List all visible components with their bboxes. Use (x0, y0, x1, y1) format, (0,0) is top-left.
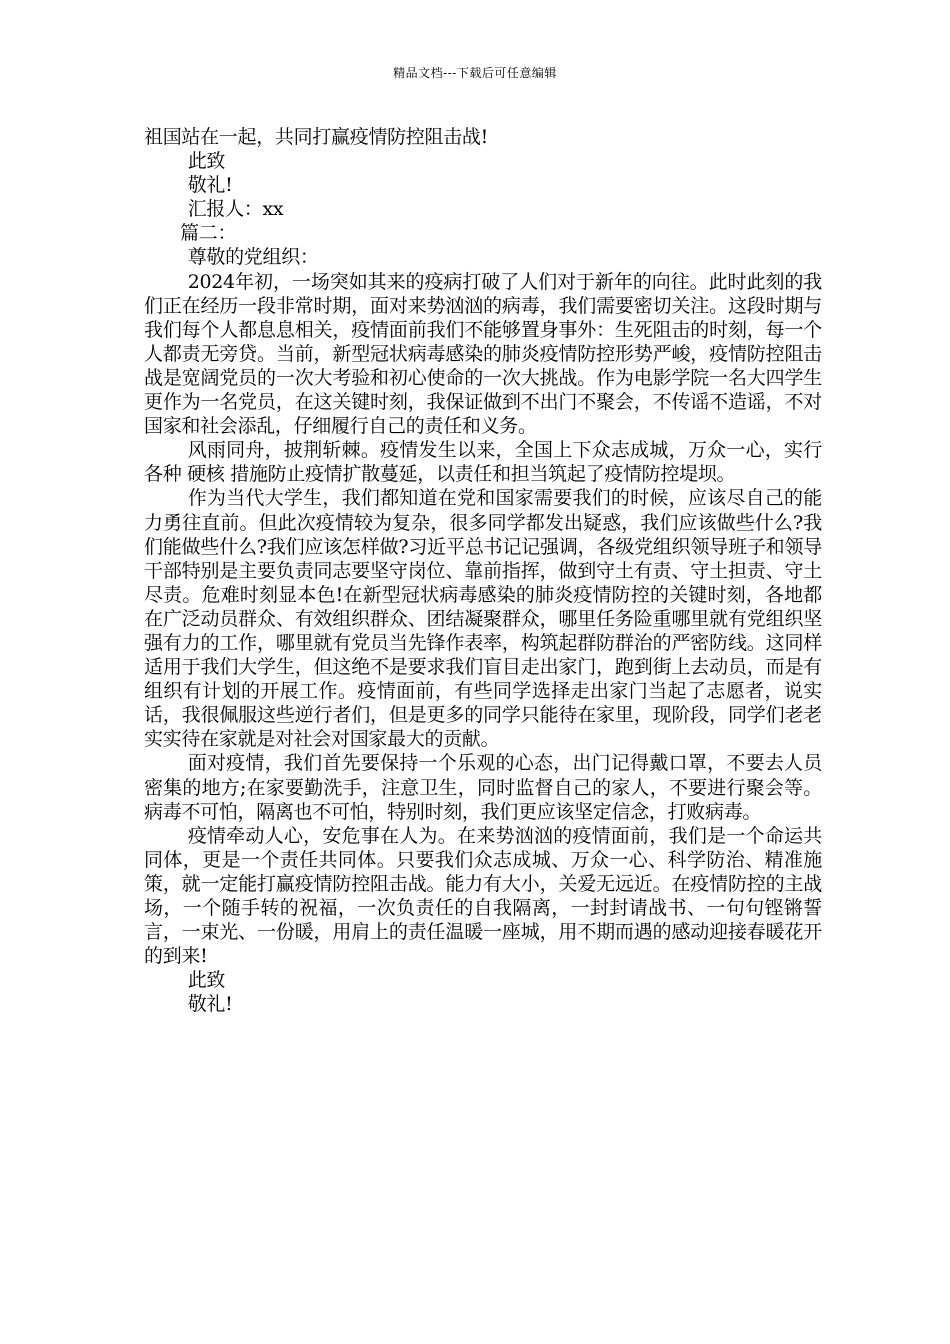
body-paragraph: 作为当代大学生，我们都知道在党和国家需要我们的时候，应该尽自己的能力勇往直前。但此次疫情较为复杂，很多同学都发出疑惑，我们应该做些什么?我们能做些什么?我们应该怎样做?习近平总书记记强调，各级党组织领导班子和领导干部特别是主要负责同志要坚守岗位、靠前指挥，做到守土有责、守土担责、守土尽责。危难时刻显本色!在新型冠状病毒感染的肺炎疫情防控的关键时刻，各地都在广泛动员群众、有效组织群众、团结凝聚群众，哪里任务险重哪里就有党组织坚强有力的工作，哪里就有党员当先锋作表率，构筑起群防群治的严密防线。这同样适用于我们大学生，但这绝不是要求我们盲目走出家门，跑到街上去动员，而是有组织有计划的开展工作。疫情面前，有些同学选择走出家门当起了志愿者，说实话，我很佩服这些逆行者们，但是更多的同学只能待在家里，现阶段，同学们老老实实待在家就是对社会对国家最大的贡献。 (144, 487, 822, 751)
body-paragraph: 2024年初，一场突如其来的疫病打破了人们对于新年的向往。此时此刻的我们正在经历一段非常时期，面对来势汹汹的病毒，我们需要密切关注。这段时期与我们每个人都息息相关，疫情面前我们不能够置身事外：生死阻击的时刻，每一个人都责无旁贷。当前，新型冠状病毒感染的肺炎疫情防控形势严峻，疫情防控阻击战是宽阔党员的一次大考验和初心使命的一次大挑战。作为电影学院一名大四学生更作为一名党员，在这关键时刻，我保证做到不出门不聚会，不传谣不造谣，不对国家和社会添乱，仔细履行自己的责任和义务。 (144, 270, 822, 438)
salutation-line: 此致 (187, 150, 226, 173)
closing-line: 此致 (187, 969, 226, 992)
greeting-line: 尊敬的党组织： (187, 246, 319, 269)
page-header: 精品文档---下载后可任意编辑 (393, 66, 557, 80)
continued-line: 祖国站在一起，共同打赢疫情防控阻击战! (144, 126, 488, 148)
document-body (144, 125, 822, 1016)
reporter-line: 汇报人：xx (187, 198, 284, 221)
body-paragraph: 面对疫情，我们首先要保持一个乐观的心态，出门记得戴口罩，不要去人员密集的地方;在家要勤洗手，注意卫生，同时监督自己的家人，不要进行聚会等。病毒不可怕，隔离也不可怕，特别时刻，我们更应该坚定信念，打败病毒。 (144, 752, 822, 823)
closing-line: 敬礼! (187, 993, 233, 1016)
section-heading: 篇二： (180, 222, 237, 245)
body-paragraph: 疫情牵动人心，安危事在人为。在来势汹汹的疫情面前，我们是一个命运共同体，更是一个责任共同体。只要我们众志成城、万众一心、科学防治、精准施策，就一定能打赢疫情防控阻击战。能力有大小，关爱无远近。在疫情防控的主战场，一个随手转的祝福，一次负责任的自我隔离，一封封请战书、一句句铿锵誓言，一束光、一份暖，用肩上的责任温暖一座城，用不期而遇的感动迎接春暖花开的到来! (144, 824, 822, 968)
salutation-line: 敬礼! (187, 174, 233, 197)
body-paragraph: 风雨同舟，披荆斩棘。疫情发生以来，全国上下众志成城，万众一心，实行各种 硬核 措施防止疫情扩散蔓延，以责任和担当筑起了疫情防控堤坝。 (144, 439, 822, 486)
